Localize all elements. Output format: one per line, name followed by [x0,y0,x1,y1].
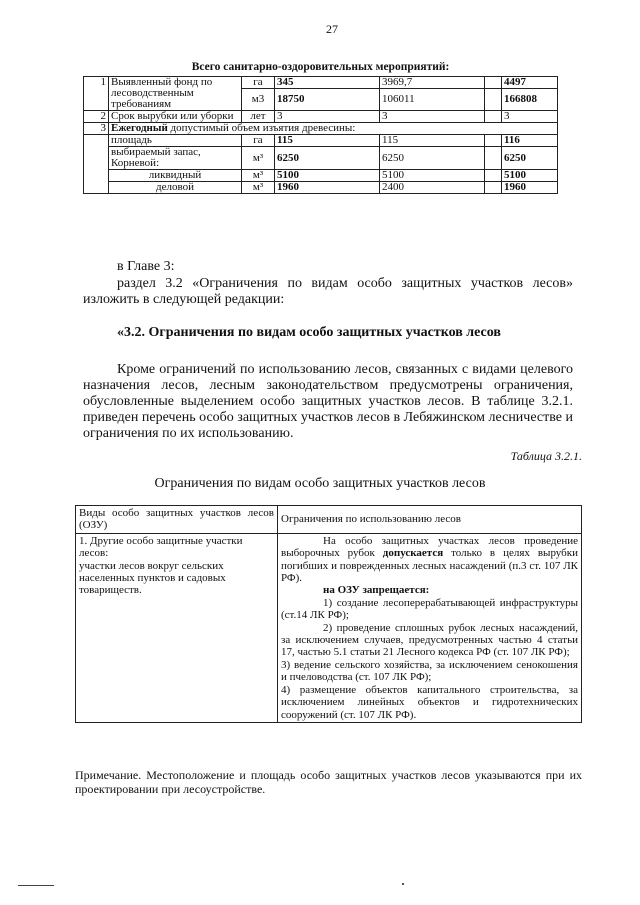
column-header: Ограничения по использованию лесов [278,506,582,534]
area-type-cell: 1. Другие особо защитные участки лесов: участки лесов вокруг сельских населенных пунктов и садовых товариществ. [76,533,278,722]
table-row: 3 Ежегодный допустимый объем изъятия древесины: [84,123,558,135]
restrictions-cell: На особо защитных участках лесов проведение выборочных рубок допускается только в целях вырубки погибших и поврежденных лесных насаждений (п.3 ст. 107 ЛК РФ). на ОЗУ запрещается: 1) создание лесоперерабатывающей инфраструктуры (ст.14 ЛК РФ); 2) проведение сплошных рубок лесных насаждений, за исключением случаев, предусмотренных частью 4 статьи 17, частью 5.1 статьи 21 Лесного кодекса РФ (ст. 107 ЛК РФ); 3) ведение сельского хозяйства, за исключением сенокошения и пчеловодства (ст. 107 ЛК РФ); 4) размещение объектов капитального строительства, за исключением линейных объектов и гидротехнических сооружений (ст. 107 ЛК РФ). [278,533,582,722]
table-row: выбираемый запас, Корневой: м³ 6250 6250 6250 [84,147,558,170]
paragraph: раздел 3.2 «Ограничения по видам особо защитных участков лесов» изложить в следующей редакции: [83,276,573,307]
forest-volume-table [83,59,558,194]
table-caption: Таблица 3.2.1. [510,449,582,463]
paragraph: Кроме ограничений по использованию лесов, связанных с видами целевого назначения лесов, лесным законодательством предусмотрены ограничения, обусловленные выделением особо защитных участков лесов. В таблице 3.2.1. приведен перечень особо защитных участков лесов в Лебяжинском лесничестве и ограничения по их использованию. [83,362,573,441]
table-row: м3 18750 106011 166808 [84,89,558,111]
table-row: 1 Выявленный фонд по лесоводственным требованиям га 345 3969,7 4497 [84,77,558,89]
table-title: Ограничения по видам особо защитных участков лесов [154,476,486,491]
scan-mark [402,883,404,885]
table-row [76,506,582,534]
table-row: деловой м³ 1960 2400 1960 [84,182,558,194]
page-number: 27 [326,22,338,36]
table-row: площадь га 115 115 116 [84,135,558,147]
table-row [76,533,582,722]
protected-areas-table [75,505,582,723]
table-row: 2 Срок вырубки или уборки лет 3 3 3 [84,111,558,123]
footer-rule [18,885,54,886]
table-note: Примечание. Местоположение и площадь особо защитных участков лесов указываются при их проектировании при лесоустройстве. [75,768,582,796]
table-row: ликвидный м³ 5100 5100 5100 [84,170,558,182]
table-header: Всего санитарно-оздоровительных мероприятий: [84,59,558,77]
paragraph: в Главе 3: [117,259,175,274]
column-header: Виды особо защитных участков лесов (ОЗУ) [76,506,278,534]
section-heading: «3.2. Ограничения по видам особо защитных участков лесов [117,325,501,340]
